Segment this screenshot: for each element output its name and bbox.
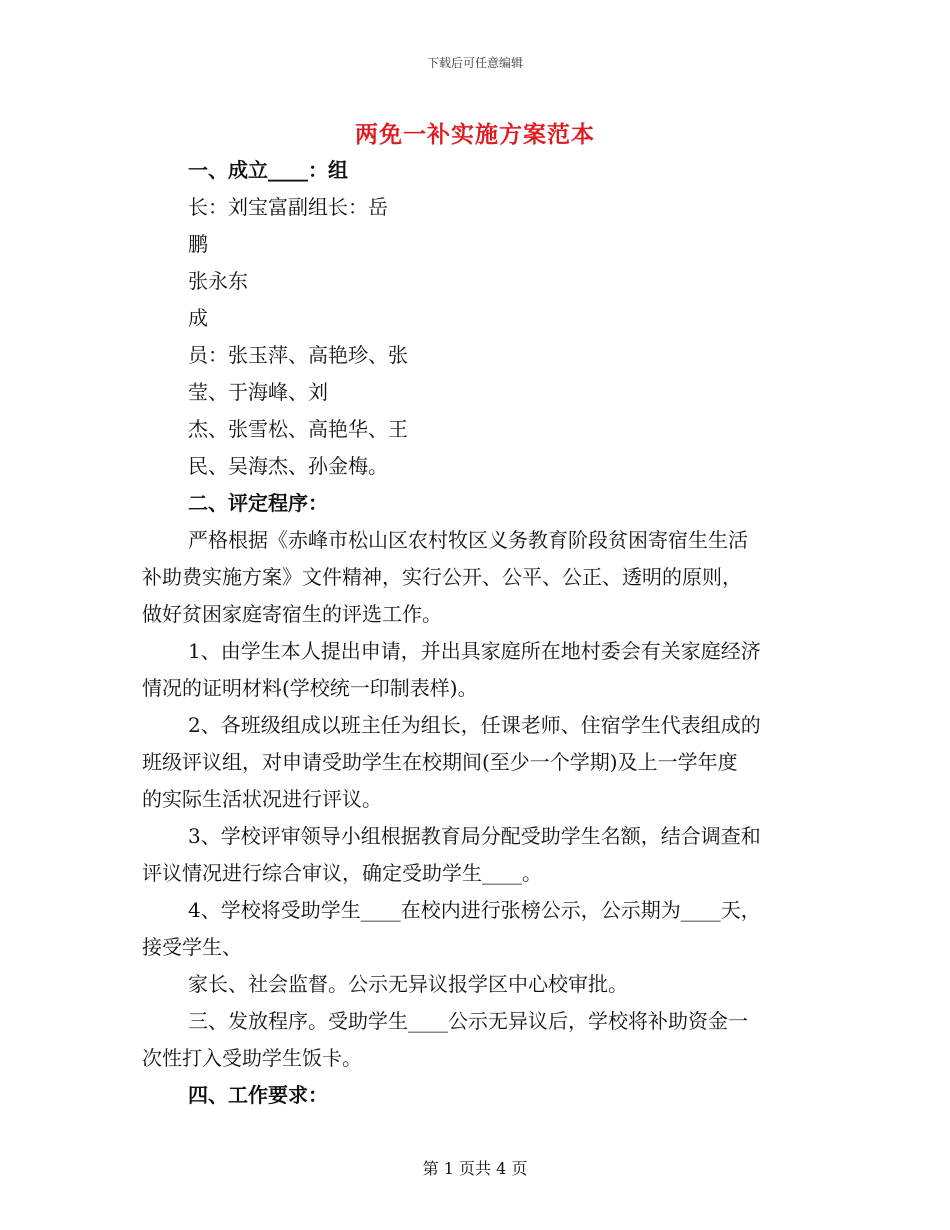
body-line: 杰、张雪松、高艳华、王 <box>188 417 408 441</box>
body-line: 情况的证明材料(学校统一印制表样)。 <box>142 676 478 700</box>
body-line: 三、发放程序。受助学生____公示无异议后，学校将补助资金一 <box>188 1009 748 1033</box>
body-line: 次性打入受助学生饭卡。 <box>142 1046 362 1070</box>
body-line: 的实际生活状况进行评议。 <box>142 787 382 811</box>
body-line: 2、各班级组成以班主任为组长，任课老师、住宿学生代表组成的 <box>188 713 761 737</box>
body-line: 成 <box>188 306 208 330</box>
body-line: 长：刘宝富副组长：岳 <box>188 195 388 219</box>
page-header-note: 下载后可任意编辑 <box>426 56 523 70</box>
section-heading-1: 一、成立____：组 <box>188 158 348 182</box>
document-title: 两免一补实施方案范本 <box>355 121 595 148</box>
section-heading-4: 四、工作要求： <box>188 1083 328 1107</box>
body-line: 班级评议组，对申请受助学生在校期间(至少一个学期)及上一学年度 <box>142 750 738 774</box>
body-line: 莹、于海峰、刘 <box>188 380 328 404</box>
body-line: 严格根据《赤峰市松山区农村牧区义务教育阶段贫困寄宿生生活 <box>188 528 748 552</box>
body-line: 补助费实施方案》文件精神，实行公开、公平、公正、透明的原则， <box>142 565 742 589</box>
body-line: 4、学校将受助学生____在校内进行张榜公示，公示期为____天， <box>188 898 761 922</box>
body-line: 员：张玉萍、高艳珍、张 <box>188 343 408 367</box>
body-line: 评议情况进行综合审议，确定受助学生____。 <box>142 861 542 885</box>
body-line: 接受学生、 <box>142 935 242 959</box>
page-footer: 第 1 页共 4 页 <box>422 1159 528 1178</box>
body-line: 家长、社会监督。公示无异议报学区中心校审批。 <box>188 972 628 996</box>
body-line: 民、吴海杰、孙金梅。 <box>188 454 388 478</box>
body-line: 1、由学生本人提出申请，并出具家庭所在地村委会有关家庭经济 <box>188 639 761 663</box>
body-line: 鹏 <box>188 232 208 256</box>
body-line: 3、学校评审领导小组根据教育局分配受助学生名额，结合调查和 <box>188 824 761 848</box>
body-line: 张永东 <box>188 269 248 293</box>
section-heading-2: 二、评定程序： <box>188 491 328 515</box>
body-line: 做好贫困家庭寄宿生的评选工作。 <box>142 602 442 626</box>
